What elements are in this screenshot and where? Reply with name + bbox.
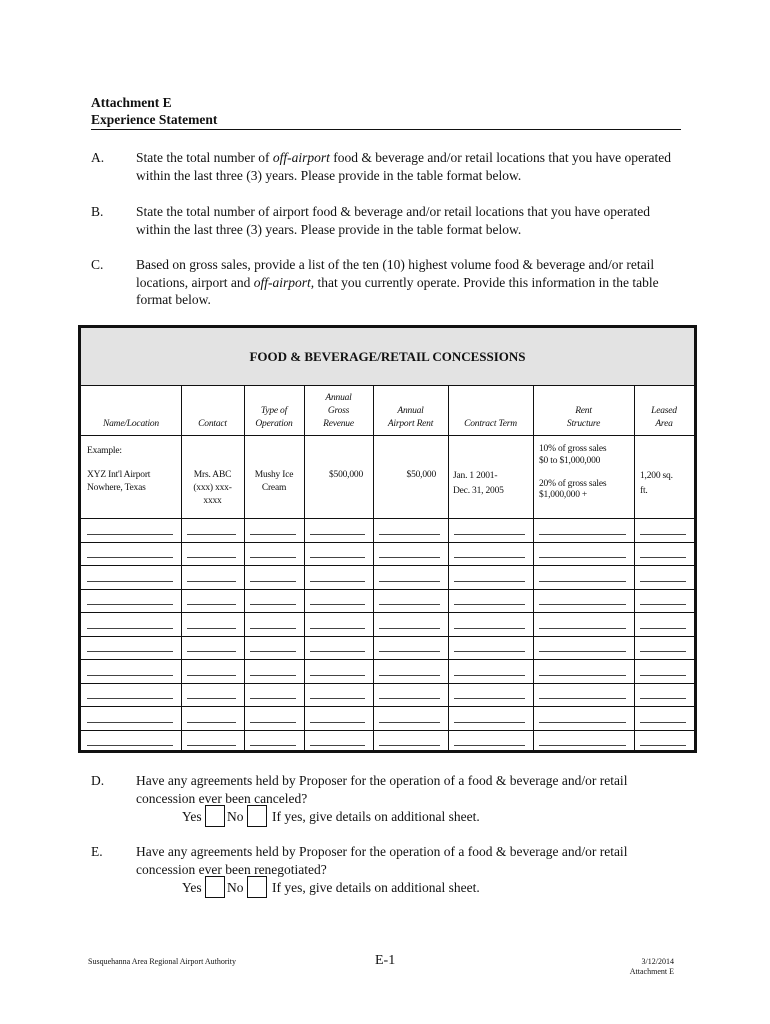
blank-field (250, 675, 296, 676)
blank-field (187, 722, 236, 723)
blank-field (250, 698, 296, 699)
question-text: Based on gross sales, provide a list of the ten (10) highest volume food & beverage and/or retail locations, airport and off-airport, that you currently operate. Provide this information in the table format below. (136, 257, 659, 307)
blank-field (310, 745, 365, 746)
row-divider (81, 636, 694, 637)
blank-field (454, 628, 525, 629)
blank-field (539, 557, 626, 558)
column-divider (634, 386, 635, 753)
blank-field (379, 675, 440, 676)
blank-field (539, 745, 626, 746)
blank-field (539, 722, 626, 723)
blank-field (640, 651, 686, 652)
blank-field (379, 534, 440, 535)
yes-label: Yes (182, 809, 202, 824)
blank-field (310, 557, 365, 558)
blank-field (379, 604, 440, 605)
blank-field (250, 557, 296, 558)
column-header: Leased Area (651, 406, 677, 429)
blank-field (250, 651, 296, 652)
blank-field (454, 722, 525, 723)
blank-field (640, 675, 686, 676)
blank-field (539, 534, 626, 535)
blank-field (539, 698, 626, 699)
column-divider (373, 386, 374, 753)
blank-field (187, 557, 236, 558)
blank-field (379, 581, 440, 582)
question-letter: C. (91, 257, 104, 272)
blank-field (640, 604, 686, 605)
blank-field (187, 534, 236, 535)
blank-field (454, 534, 525, 535)
blank-field (539, 675, 626, 676)
blank-field (310, 651, 365, 652)
example-revenue: $500,000 (328, 470, 363, 480)
blank-field (310, 628, 365, 629)
no-checkbox[interactable] (247, 805, 267, 827)
blank-field (454, 675, 525, 676)
row-divider (81, 659, 694, 660)
blank-field (310, 722, 365, 723)
blank-field (87, 604, 173, 605)
yes-checkbox[interactable] (205, 805, 225, 827)
blank-field (310, 675, 365, 676)
column-header: Rent Structure (566, 406, 601, 429)
blank-field (454, 651, 525, 652)
page-number: E-1 (375, 953, 396, 968)
blank-field (87, 675, 173, 676)
blank-field (87, 745, 173, 746)
footer-organization: Susquehanna Area Regional Airport Authority (88, 957, 236, 966)
blank-field (310, 534, 365, 535)
example-type: Mushy Ice Cream (254, 470, 294, 493)
blank-field (454, 604, 525, 605)
blank-field (539, 604, 626, 605)
blank-field (187, 604, 236, 605)
blank-field (310, 604, 365, 605)
blank-field (640, 534, 686, 535)
blank-field (454, 745, 525, 746)
example-structure: 10% of gross sales $0 to $1,000,000 20% of gross sales $1,000,000 + (539, 444, 607, 500)
blank-field (187, 745, 236, 746)
details-note: If yes, give details on additional sheet. (272, 809, 480, 824)
attachment-title: Attachment E (91, 95, 172, 110)
blank-field (87, 651, 173, 652)
question-text: Have any agreements held by Proposer for the operation of a food & beverage and/or retail concession ever been canceled? (136, 773, 628, 806)
no-label: No (227, 880, 244, 895)
blank-field (250, 745, 296, 746)
footer-date-block (600, 957, 674, 977)
blank-field (87, 557, 173, 558)
row-divider (81, 730, 694, 731)
column-header: Type of Operation (255, 406, 293, 429)
column-divider (181, 386, 182, 753)
blank-field (379, 745, 440, 746)
question-letter: B. (91, 204, 104, 219)
blank-field (539, 651, 626, 652)
blank-field (379, 557, 440, 558)
example-contact: Mrs. ABC (xxx) xxx- xxxx (193, 470, 232, 506)
blank-field (87, 534, 173, 535)
blank-field (187, 675, 236, 676)
blank-field (454, 557, 525, 558)
column-header: Contact (198, 419, 227, 429)
row-divider (81, 706, 694, 707)
blank-field (539, 581, 626, 582)
question-letter: A. (91, 150, 105, 165)
blank-field (640, 745, 686, 746)
question-text: Have any agreements held by Proposer for the operation of a food & beverage and/or retail concession ever been renegotiated? (136, 844, 628, 877)
example-rent: $50,000 (406, 470, 436, 480)
question-text: State the total number of airport food & beverage and/or retail locations that you have operated within the last three (3) years. Please provide in the table format below. (136, 204, 650, 237)
example-area: 1,200 sq. ft. (640, 471, 673, 496)
blank-field (640, 628, 686, 629)
question-letter: E. (91, 844, 103, 859)
blank-field (87, 698, 173, 699)
blank-field (379, 698, 440, 699)
row-divider (81, 542, 694, 543)
example-divider (81, 518, 694, 519)
yes-checkbox[interactable] (205, 876, 225, 898)
blank-field (250, 534, 296, 535)
column-header: Annual Gross Revenue (323, 393, 354, 429)
row-divider (81, 683, 694, 684)
concessions-table (78, 325, 697, 753)
column-divider (448, 386, 449, 753)
blank-field (310, 581, 365, 582)
example-name: XYZ Int'l Airport Nowhere, Texas (87, 470, 151, 493)
blank-field (250, 604, 296, 605)
column-divider (304, 386, 305, 753)
blank-field (640, 557, 686, 558)
blank-field (87, 722, 173, 723)
footer-date: 3/12/2014 (641, 957, 674, 966)
example-term: Jan. 1 2001- Dec. 31, 2005 (453, 471, 504, 496)
details-note: If yes, give details on additional sheet. (272, 880, 480, 895)
blank-field (310, 698, 365, 699)
blank-field (379, 722, 440, 723)
example-label: Example: (87, 446, 122, 456)
blank-field (379, 628, 440, 629)
blank-field (640, 581, 686, 582)
header-divider (81, 435, 694, 436)
question-letter: D. (91, 773, 105, 788)
row-divider (81, 612, 694, 613)
yes-label: Yes (182, 880, 202, 895)
question-text: State the total number of off-airport food & beverage and/or retail locations that you have operated within the last three (3) years. Please provide in the table format below. (136, 150, 671, 183)
blank-field (454, 698, 525, 699)
no-checkbox[interactable] (247, 876, 267, 898)
column-header: Name/Location (103, 419, 159, 429)
blank-field (250, 581, 296, 582)
column-header: Contract Term (464, 419, 517, 429)
blank-field (454, 581, 525, 582)
column-header: Annual Airport Rent (387, 406, 434, 429)
blank-field (87, 581, 173, 582)
blank-field (187, 581, 236, 582)
blank-field (539, 628, 626, 629)
no-label: No (227, 809, 244, 824)
blank-field (250, 628, 296, 629)
page-heading (91, 94, 681, 130)
table-title: FOOD & BEVERAGE/RETAIL CONCESSIONS (81, 328, 694, 386)
blank-field (640, 722, 686, 723)
row-divider (81, 565, 694, 566)
blank-field (187, 651, 236, 652)
column-divider (244, 386, 245, 753)
blank-field (379, 651, 440, 652)
column-divider (533, 386, 534, 753)
blank-field (250, 722, 296, 723)
blank-field (640, 698, 686, 699)
blank-field (187, 698, 236, 699)
footer-attachment: Attachment E (629, 967, 674, 976)
blank-field (87, 628, 173, 629)
blank-field (187, 628, 236, 629)
statement-title: Experience Statement (91, 112, 218, 127)
row-divider (81, 589, 694, 590)
